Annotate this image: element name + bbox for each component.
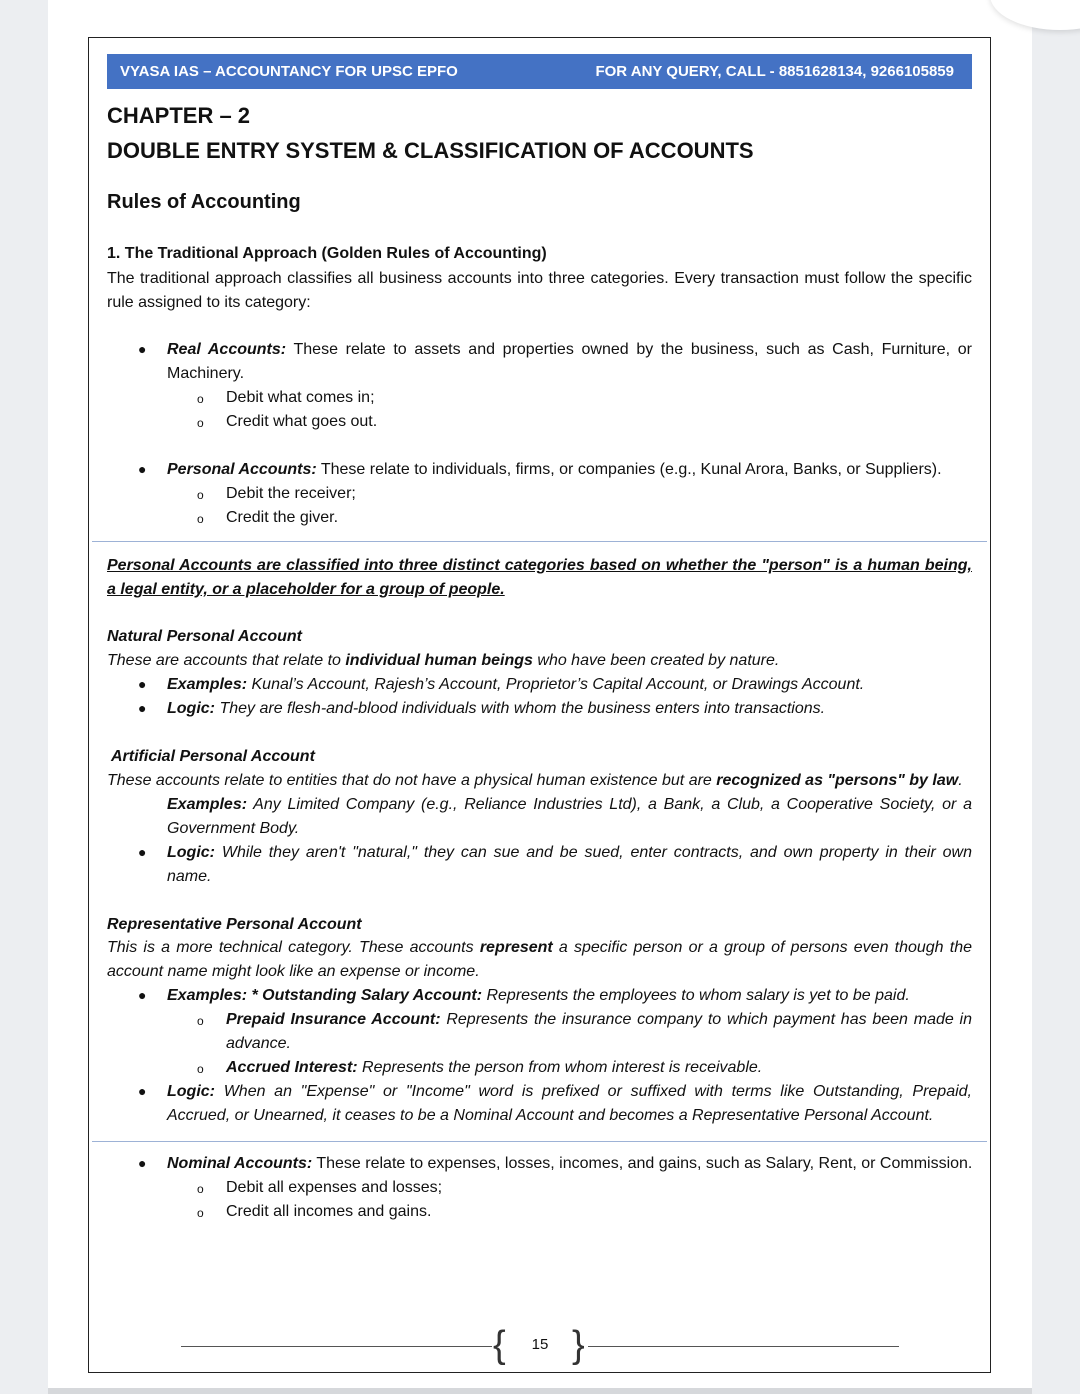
artificial-intro — [107, 769, 977, 793]
accrued-interest-label: Accrued Interest: — [226, 1059, 358, 1076]
traditional-approach-heading: 1. The Traditional Approach (Golden Rules of Accounting) — [107, 245, 547, 262]
representative-intro-a: This is a more technical category. These accounts — [107, 939, 480, 956]
traditional-approach-intro: The traditional approach classifies all business accounts into three categories. Every transaction must follow the specific rule assigned to its category: — [107, 270, 972, 311]
natural-examples-label: Examples: — [167, 676, 248, 693]
artificial-examples-label: Examples: — [167, 796, 248, 813]
chapter-number: CHAPTER – 2 — [107, 103, 251, 128]
bullet-icon: ● — [138, 1083, 147, 1099]
natural-intro — [107, 649, 972, 673]
circle-bullet-icon: o — [197, 392, 204, 406]
personal-accounts-label: Personal Accounts: — [167, 461, 317, 478]
circle-bullet-icon: o — [197, 1206, 204, 1220]
artificial-logic-text: While they aren't "natural," they can sue and be sued, enter contracts, and own property in their own name. — [167, 844, 972, 885]
natural-intro-c: who have been created by nature. — [532, 652, 780, 669]
circle-bullet-icon: o — [197, 488, 204, 502]
bullet-icon: ● — [138, 461, 147, 477]
section-separator — [92, 541, 987, 542]
section-heading: Rules of Accounting — [107, 191, 301, 213]
real-accounts-text: These relate to assets and properties owned by the business, such as Cash, Furniture, or Machinery. — [167, 341, 972, 382]
natural-examples — [167, 673, 972, 697]
page-bottom-edge — [48, 1388, 1032, 1394]
section-separator — [92, 1141, 987, 1142]
right-brace-icon: } — [572, 1324, 585, 1366]
prepaid-insurance-label: Prepaid Insurance Account: — [226, 1011, 441, 1028]
representative-intro — [107, 936, 972, 984]
personal-rule-debit: Debit the receiver; — [226, 485, 356, 502]
representative-examples-label: Examples: * Outstanding Salary Account: — [167, 987, 483, 1004]
bullet-icon: ● — [138, 987, 147, 1003]
nominal-accounts-label: Nominal Accounts: — [167, 1155, 313, 1172]
circle-bullet-icon: o — [197, 1014, 204, 1028]
circle-bullet-icon: o — [197, 416, 204, 430]
header-contact-text: FOR ANY QUERY, CALL - 8851628134, 9266105859 — [595, 63, 954, 80]
nominal-accounts-text: These relate to expenses, losses, incomes, and gains, such as Salary, Rent, or Commission. — [312, 1155, 973, 1172]
natural-heading: Natural Personal Account — [107, 628, 303, 645]
circle-bullet-icon: o — [197, 512, 204, 526]
personal-classification-note: Personal Accounts are classified into three distinct categories based on whether the "person" is a human being, a legal entity, or a placeholder for a group of people. — [107, 557, 972, 598]
prepaid-insurance-text: Represents the insurance company to which payment has been made in advance. — [226, 1011, 972, 1052]
real-accounts-item — [167, 338, 972, 386]
header-left-text: VYASA IAS – ACCOUNTANCY FOR UPSC EPFO — [120, 63, 458, 80]
nominal-rule-credit: Credit all incomes and gains. — [226, 1203, 432, 1220]
personal-accounts-item — [167, 458, 972, 482]
natural-logic-label: Logic: — [167, 700, 215, 717]
representative-heading: Representative Personal Account — [107, 916, 362, 933]
bullet-icon: ● — [138, 1155, 147, 1171]
artificial-examples — [167, 793, 972, 841]
page-header-bar — [107, 54, 972, 89]
nominal-rule-debit: Debit all expenses and losses; — [226, 1179, 443, 1196]
circle-bullet-icon: o — [197, 1062, 204, 1076]
prepaid-insurance-item — [226, 1008, 972, 1056]
bullet-icon: ● — [138, 341, 147, 357]
nominal-accounts-item — [167, 1152, 977, 1176]
bullet-icon: ● — [138, 700, 147, 716]
representative-logic-label: Logic: — [167, 1083, 215, 1100]
real-accounts-label: Real Accounts: — [167, 341, 287, 358]
chapter-title: DOUBLE ENTRY SYSTEM & CLASSIFICATION OF ACCOUNTS — [107, 138, 754, 163]
footer-line-left — [181, 1346, 492, 1347]
circle-bullet-icon: o — [197, 1182, 204, 1196]
natural-intro-a: These are accounts that relate to — [107, 652, 346, 669]
artificial-intro-c: . — [958, 772, 963, 789]
artificial-logic — [167, 841, 972, 889]
left-brace-icon: { — [493, 1324, 506, 1366]
natural-logic — [167, 697, 972, 721]
artificial-heading: Artificial Personal Account — [111, 748, 315, 765]
personal-rule-credit: Credit the giver. — [226, 509, 339, 526]
accrued-interest-text: Represents the person from whom interest is receivable. — [357, 1059, 763, 1076]
natural-examples-text: Kunal’s Account, Rajesh’s Account, Proprietor’s Capital Account, or Drawings Account. — [247, 676, 865, 693]
real-rule-debit: Debit what comes in; — [226, 389, 375, 406]
natural-logic-text: They are flesh-and-blood individuals with whom the business enters into transactions. — [215, 700, 826, 717]
artificial-intro-bold: recognized as "persons" by law — [716, 772, 959, 789]
representative-intro-bold: represent — [479, 939, 553, 956]
real-rule-credit: Credit what goes out. — [226, 413, 378, 430]
bullet-icon: ● — [138, 676, 147, 692]
natural-intro-bold: individual human beings — [345, 652, 533, 669]
representative-examples-text: Represents the employees to whom salary is yet to be paid. — [482, 987, 910, 1004]
artificial-intro-a: These accounts relate to entities that do not have a physical human existence but are — [107, 772, 717, 789]
representative-logic-text: When an "Expense" or "Income" word is prefixed or suffixed with terms like Outstanding, Prepaid, Accrued, or Unearned, it ceases to be a Nominal Account and becomes a Representative Personal Account. — [167, 1083, 972, 1124]
accrued-interest-item — [226, 1056, 972, 1080]
artificial-logic-label: Logic: — [167, 844, 215, 861]
representative-intro-c: a specific person or a group of persons even though the account name might look like an expense or income. — [107, 939, 972, 980]
artificial-examples-text: Any Limited Company (e.g., Reliance Industries Ltd), a Bank, a Club, a Cooperative Society, or a Government Body. — [167, 796, 972, 837]
representative-examples — [167, 984, 972, 1008]
representative-logic — [167, 1080, 972, 1128]
bullet-icon: ● — [138, 844, 147, 860]
personal-accounts-text: These relate to individuals, firms, or companies (e.g., Kunal Arora, Banks, or Suppliers). — [316, 461, 942, 478]
page-number: 15 — [531, 1336, 549, 1353]
footer-line-right — [588, 1346, 899, 1347]
